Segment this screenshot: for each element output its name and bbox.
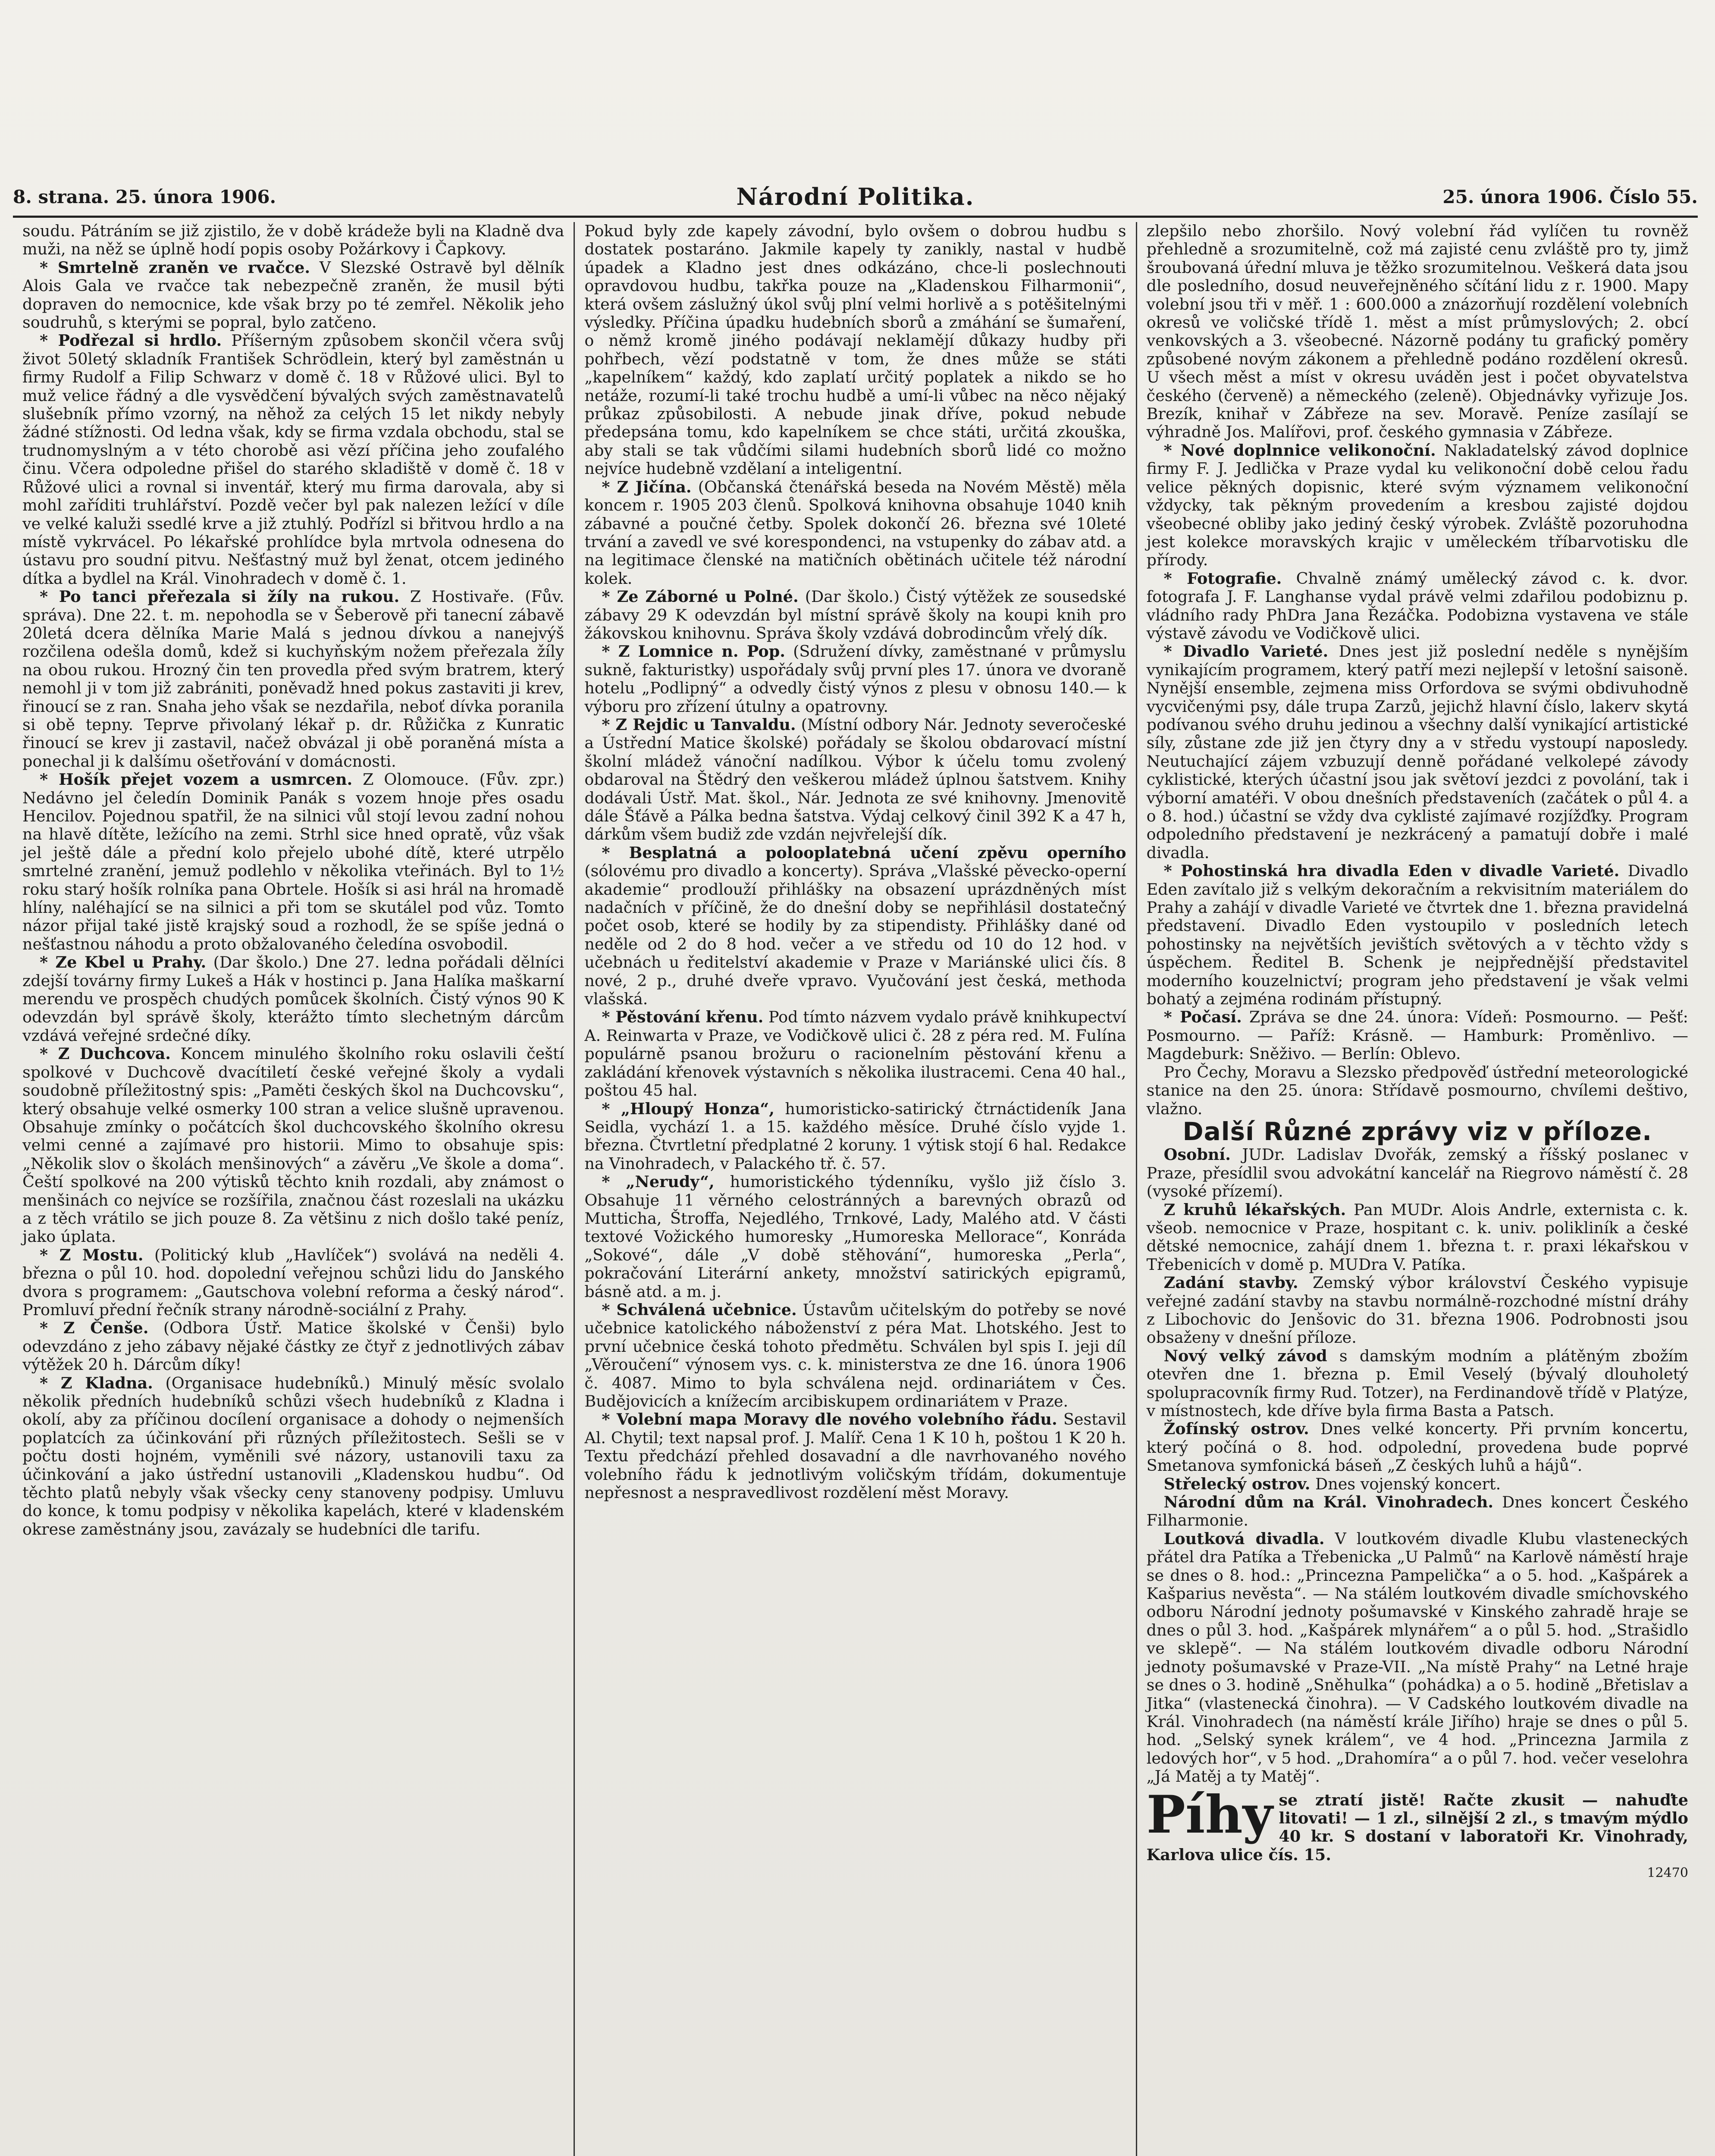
- article-paragraph: [1147, 1008, 1688, 1063]
- article-text: V loutkovém divadle Klubu vlasteneckých přátel dra Patíka a Třebenicka „U Palmů“ na Karlově náměstí hraje se dnes o 8. hod.: „Princezna Pampelička“ a o 5. hod. „Kašpárek a Kašparius nevěsta“. — Na stálém loutkovém divadle smíchovského odboru Národní jednoty pošumavské v Kinského zahradě hraje se dnes o půl 3. hod. „Kašpárek mlynářem“ a o půl 5. hod. „Strašidlo ve sklepě“. — Na stálém loutkovém divadle odboru Národní jednoty pošumavské v Praze-VII. „Na místě Prahy“ na Letné hraje se dnes o 3. hodině „Sněhulka“ (pohádka) a o 5. hodině „Břetislav a Jitka“ (vlastenecká činohra). — V Cadského loutkovém divadle na Král. Vinohradech (na náměstí krále Jiřího) hraje se dnes o půl 5. hod. „Selský synek králem“, ve 4 hod. „Princezna Jarmila z ledových hor“, v 5 hod. „Drahomíra“ a o půl 7. hod. večer veselohra „Já Matěj a ty Matěj“.: [1146, 1529, 1688, 1786]
- article-text: Dnes velké koncerty. Při prvním koncertu, který počíná o 8. hod. odpolední, provedena bude poprvé Smetanova symfonická báseň „Z českých luhů a hájů“.: [1146, 1420, 1688, 1475]
- column-2: [574, 222, 1135, 2156]
- article-paragraph: [1147, 222, 1688, 442]
- article-text: JUDr. Ladislav Dvořák, zemský a říšský poslanec v Praze, přesídlil svou advokátní kancelář na Riegrovo náměstí č. 28 (vysoké přízemí).: [1146, 1145, 1688, 1201]
- article-text: humoristického týdenníku, vyšlo již číslo 3. Obsahuje 11 věrného celostránných a barevných obrazů od Mutticha, Štroffa, Nejedlého, Trnkové, Lady, Malého atd. V části textové Vožického humoresky „Humoreska Mellorace“, Konráda „Sokové“, dále „V době stěhování“, humoreska „Perla“, pokračování Literární ankety, množství satirických epigramů, básně atd. a m. j.: [584, 1172, 1126, 1301]
- article-text: (Dar školo.) Čistý výtěžek ze sousedské zábavy 29 K odevzdán byl místní správě školy na koupi knih pro žákovskou knihovnu. Správa školy vzdává dobrodincům vřelý dík.: [584, 587, 1126, 642]
- article-headline: Zadání stavby.: [1163, 1273, 1298, 1292]
- article-text: Sestavil Al. Chytil; text napsal prof. J. Malíř. Cena 1 K 10 h, poštou 1 K 20 h. Textu předchází přehled dosavadní a dle navrhovaného nového volebního řádu k jednotlivým voličským třídám, dokumentuje nepřesnost a nespravedlivost rozdělení měst Moravy.: [584, 1410, 1126, 1502]
- article-text: soudu. Pátráním se již zjistilo, že v době krádeže byli na Kladně dva muži, na něž se úplně hodí popis osoby Požárkovy i Čapkovy.: [22, 222, 564, 259]
- article-headline: * Smrtelně zraněn ve rvačce.: [40, 258, 310, 277]
- article-paragraph: [1147, 862, 1688, 1008]
- article-headline: Osobní.: [1163, 1145, 1231, 1164]
- article-paragraph: [1147, 1274, 1688, 1347]
- article-headline: * Z Jičína.: [602, 477, 692, 496]
- article-text: Příšerným způsobem skončil včera svůj život 50letý skladník František Schrödlein, který byl zaměstnán u firmy Rudolf a Filip Schwarz v domě č. 18 v Růžové ulici. Byl to muž velice řádný a dle vysvědčení bývalých svých zaměstnavatelů slušebník přímo vzorný, na něhož za celých 15 let nikdy nebyly žádné stížnosti. Od ledna však, kdy se firma vzdala obchodu, stal se trudnomyslným a v této chorobě asi vězí příčina jeho zoufalého činu. Včera odpoledne přišel do starého skladiště v domě č. 18 v Růžové ulici a rovnal si inventář, který mu firma darovala, aby si mohl zaříditi truhlářství. Pozdě večer byl pak nalezen ležící v díle ve velké kaluži ssedlé krve a již ztuhlý. Podřízl si břitvou hrdlo a na místě vykrvácel. Po lékařské prohlídce byla mrtvola odnesena do ústavu pro soudní pitvu. Nešťastný muž byl ženat, otcem jediného dítka a bydlel na Král. Vinohradech v domě č. 1.: [22, 331, 564, 588]
- article-paragraph: [1147, 1420, 1688, 1475]
- advertisement: [1146, 1784, 1688, 1883]
- article-text: V Slezské Ostravě byl dělník Alois Gala ve rvačce tak nebezpečně zraněn, že musil býti dopraven do nemocnice, kde však brzy po té zemřel. Několik jeho soudruhů, s kterými se popral, bylo zatčeno.: [22, 258, 564, 332]
- article-paragraph: [1147, 442, 1688, 570]
- article-text: Zemský výbor království Českého vypisuje veřejné zadání stavby na stavbu normálně-rozchodné místní dráhy z Libochovic do Jenšovic do 31. března 1906. Podrobnosti jsou obsaženy v dnešní příloze.: [1146, 1273, 1688, 1347]
- article-headline: Národní dům na Král. Vinohradech.: [1163, 1493, 1494, 1512]
- article-text: zlepšilo nebo zhoršilo. Nový volební řád vylíčen tu rovněž přehledně a srozumitelně, což má zajisté cenu zvláště pro ty, jimž šroubovaná úřední mluva je těžko srozumitelnou. Veškerá data jsou dle posledního, dosud neuveřejněného sčítání lidu z r. 1900. Mapy volební jsou tři v měř. 1 : 600.000 a znázorňují rozdělení volebních okresů ve voličské třídě 1. měst a míst průmyslových; 2. obcí venkovských a 3. všeobecné. Názorně podány tu grafický poměry způsobené novým zákonem a přehledně podáno rozdělení okresů. U všech měst a míst v okresu uváděn jest i počet obyvatelstva českého (červeně) a německého (zeleně). Objednávky vyřizuje Jos. Brezík, knihař v Zábřeze na sev. Moravě. Peníze zasílají se výhradně Jos. Malířovi, prof. českého gymnasia v Zábřeze.: [1146, 222, 1688, 442]
- page-header: [13, 181, 1698, 218]
- article-text: s damským modním a plátěným zbožím otevřen dne 1. března p. Emil Veselý (bývalý dlouholetý spolupracovník firmy Rud. Totzer), na Ferdinandově třídě v Platýze, v místnostech, kde dříve byla firma Basta a Patsch.: [1146, 1346, 1688, 1420]
- article-headline: * Z Čenše.: [40, 1319, 149, 1338]
- article-paragraph: [584, 716, 1126, 844]
- column-3: [1136, 222, 1698, 2156]
- article-text: Pro Čechy, Moravu a Slezsko předpověď ústřední meteorologické stanice na den 25. února: Střídavě posmourno, chvílemi deštivo, vlažno.: [1146, 1062, 1688, 1118]
- article-headline: Střelecký ostrov.: [1163, 1474, 1311, 1493]
- article-paragraph: [22, 588, 564, 771]
- article-paragraph: [584, 642, 1126, 716]
- article-text: Z Hostivaře. (Fův. správa). Dne 22. t. m. nepohodla se v Šeberově při tanecní zábavě 20letá dcera dělníka Marie Malá s jednou dívkou a nanejvýš rozčilena odešla domů, kdež si kuchyňským nožem přeřezala žíly na obou rukou. Hrozný čin ten provedla před svým bratrem, který nemohl ji v tom již zabrániti, poněvadž hned pokus zastaviti ji krev, řinoucí se z ran. Snaha jeho však se nezdařila, neboť dívka poranila si obě tepny. Teprve přivolaný lékař p. dr. Růžička z Kunratic řinoucí se krev ji zastavil, načež obvázal ji obě poraněná místa a ponechal ji k dalšímu ošetřování v domácnosti.: [22, 587, 564, 771]
- article-paragraph: [584, 1008, 1126, 1100]
- article-text: (Odbora Ústř. Matice školské v Čenši) bylo odevzdáno z jeho zábavy nějaké částky ze čtyř z jednotlivých zábav výtěžek 20 h. Dárcům díky!: [22, 1319, 564, 1374]
- header-page-date: 8. strana. 25. února 1906.: [13, 186, 276, 207]
- article-headline: * Nové doplnnice velikonoční.: [1163, 441, 1436, 460]
- article-headline: * Z Kladna.: [40, 1373, 153, 1392]
- article-text: Dnes vojenský koncert.: [1310, 1474, 1501, 1493]
- article-text: (Sdružení dívky, zaměstnané v průmyslu sukně, fakturistky) uspořádaly svůj první ples 17. února ve dvoraně hotelu „Podlipný“ a odvedly čistý výnos z plesu v obnosu 140.— k výboru pro zřízení útulny a opatrovny.: [584, 642, 1126, 716]
- article-paragraph: [584, 588, 1126, 642]
- article-paragraph: [584, 1301, 1126, 1410]
- article-paragraph: [1147, 1347, 1688, 1420]
- article-text: (Organisace hudebníků.) Minulý měsíc svolalo několik předních hudebníků schůzi všech hudebníků z Kladna i okolí, aby za příčinou docílení organisace a dohody o nejmenších poplatcích za účinkování při různých příležitostech. Sešli se v počtu dosti hojném, vyměnili své názory, ustanovili taxu za účinkování a jako ústřední ustanovili „Kladenskou hudbu“. Od těchto platů nebyly však všecky ceny stanoveny podpisy. Umluvu do konce, k tomu podpisy v několika kapelách, které v kladenském okrese zaměstnány jsou, zavázaly se hudebníci dle tarifu.: [22, 1373, 564, 1539]
- newspaper-title: Národní Politika.: [736, 183, 975, 210]
- article-text: Pod tímto názvem vydalo právě knihkupectví A. Reinwarta v Praze, ve Vodičkově ulici č. 28 z péra red. M. Fulína populárně psanou brožuru o racionelním pěstování křenu a zakládání křenovek výstavních s několika ilustracemi. Cena 40 hal., poštou 45 hal.: [584, 1008, 1126, 1100]
- article-paragraph: [22, 1246, 564, 1319]
- header-issue: 25. února 1906. Číslo 55.: [1442, 186, 1698, 207]
- article-paragraph: [584, 222, 1126, 478]
- article-headline: * Po tanci přeřezala si žíly na rukou.: [40, 587, 400, 606]
- article-paragraph: [22, 1319, 564, 1374]
- article-headline: * Ze Kbel u Prahy.: [40, 953, 207, 972]
- article-text: (Dar školo.) Dne 27. ledna pořádali dělníci zdejší továrny firmy Lukeš a Hák v hostinci p. Jana Halíka maškarní merendu ve prospěch chudých pomůcek školních. Čistý výnos 90 K odevzdán byl správě školy, kterážto tímto slechetným dárcům vzdává veřejné srdečné díky.: [22, 953, 564, 1045]
- article-headline: Loutková divadla.: [1163, 1529, 1325, 1548]
- article-paragraph: [1147, 1493, 1688, 1530]
- column-1: [13, 222, 574, 2156]
- article-text: Divadlo Eden zavítalo již s velkým dekoračním a rekvisitním materiálem do Prahy a zahájí v divadle Varieté ve čtvrtek dne 1. března pravidelná představení. Divadlo Eden vystoupilo v posledních letech pohostinsky na největších jevištích světových a v těchto vždy s úspěchem. Ředitel B. Schenk je nejpřednější představitel moderního kouzelnictví; program jeho představení je však velmi bohatý a zejména rodinám přístupný.: [1146, 862, 1688, 1009]
- article-text: Ústavům učitelským do potřeby se nové učebnice katolického náboženství z péra Mat. Lhotského. Jest to první učebnice česká tohoto předmětu. Schválen byl spis I. jeji díl „Věroučení“ výnosem vys. c. k. ministerstva ze dne 16. února 1906 č. 4087. Mimo to byla schválena nejd. ordinariátem v Čes. Budějovicích a knížecím arcibiskupem ordinariátem v Praze.: [584, 1300, 1126, 1410]
- article-text: Pokud byly zde kapely závodní, bylo ovšem o dobrou hudbu s dostatek postaráno. Jakmile kapely ty zanikly, nastal v hudbě úpadek a Kladno jest dnes odkázáno, chce-li poslechnouti opravdovou hudbu, takřka pouze na „Kladenskou Filharmonii“, která ovšem záslužný úkol svůj plní velmi horlivě a s potěšitelnými výsledky. Příčina úpadku hudebních sborů a zmáhání se šumaření, o němž kromě jiného podávají neklamějí důkazy hudby při pohřbech, vězí podstatně v tom, že dnes může se státi „kapelníkem“ každý, kdo zaplatí určitý poplatek a nikdo se ho netáže, rozumí-li také trochu hudbě a umí-li vůbec na něco nějaký průkaz způsobilosti. A nebude jinak dříve, pokud nebude předepsána tomu, kdo kapelníkem se chce státi, určitá zkouška, aby stali se tak vůdčími silami hudebních sborů lidé co možno nejvíce hudebně vzdělaní a inteligentní.: [584, 222, 1126, 478]
- article-text: (Občanská čtenářská beseda na Novém Městě) měla koncem r. 1905 203 členů. Spolková knihovna obsahuje 1040 knih zábavné a poučné četby. Spolek dokončí 26. března své 10leté trvání a zavedl ve své korespondenci, na vstupenky do zábav atd. a na legitimace členské na matičních obětinách učitele též národní kolek.: [584, 477, 1126, 588]
- article-headline: * Z Duchcova.: [40, 1044, 171, 1063]
- article-paragraph: [22, 222, 564, 259]
- article-headline: * Divadlo Varieté.: [1163, 642, 1329, 661]
- article-headline: * „Nerudy“,: [602, 1172, 715, 1191]
- article-text: Zpráva se dne 24. února: Vídeň: Posmourno. — Pešť: Posmourno. — Paříž: Krásně. — Hamburk: Proměnlivo. — Magdeburk: Sněživo. — Berlín: Oblevo.: [1146, 1008, 1688, 1063]
- article-paragraph: [22, 1045, 564, 1246]
- article-paragraph: [1147, 1146, 1688, 1200]
- article-paragraph: [1147, 642, 1688, 862]
- article-headline: * Z Lomnice n. Pop.: [602, 642, 785, 661]
- article-paragraph: [584, 478, 1126, 588]
- article-paragraph: [22, 1374, 564, 1539]
- article-headline: * Hošík přejet vozem a usmrcen.: [40, 770, 353, 789]
- article-paragraph: [22, 953, 564, 1045]
- article-paragraph: [1147, 1530, 1688, 1786]
- article-text: (sólovému pro divadlo a koncerty). Správa „Vlašské pěvecko-operní akademie“ prodlouží přihlášky na obsazení uprázdněných míst nadačních v příčině, že do dnešní doby se nepřihlásil dostatečný počet osob, které se hodily by za stipendisty. Přihlášky dané od neděle od 2 do 8 hod. večer a ve středu od 10 do 12 hod. v učebnách u ředitelství akademie v Praze v Mariánské ulici čís. 8 nové, 2 p., druhé dveře vpravo. Vyučování jest česká, methoda vlašská.: [584, 862, 1126, 1009]
- article-headline: * Pěstování křenu.: [602, 1008, 764, 1027]
- section-title: Další Různé zprávy viz v příloze.: [1182, 1116, 1652, 1146]
- article-headline: * „Hloupý Honza“,: [602, 1099, 774, 1118]
- article-paragraph: [22, 259, 564, 332]
- article-paragraph: [584, 1100, 1126, 1173]
- article-text: Dnes koncert Českého Filharmonie.: [1146, 1493, 1688, 1530]
- article-paragraph: [22, 332, 564, 588]
- article-columns: [13, 222, 1698, 2156]
- article-headline: Z kruhů lékařských.: [1163, 1200, 1346, 1219]
- article-paragraph: [1147, 1201, 1688, 1274]
- article-headline: * Volební mapa Moravy dle nového volebního řádu.: [602, 1410, 1057, 1429]
- article-headline: * Počasí.: [1163, 1008, 1242, 1027]
- article-paragraph: [1147, 570, 1688, 643]
- article-text: Z Olomouce. (Fův. zpr.) Nedávno jel čeledín Dominik Panák s vozem hnoje přes osadu Hencilov. Pojednou spatřil, že na silnici vůl stojí levou zadní nohou na hlavě dítěte, ležícího na zemi. Strhl sice hned opratě, vůz však jel ještě dále a přední kolo přejelo ubohé dítě, které utrpělo smrtelné zranění, jemuž podlehlo v několika vteřinách. Byl to 1½ roku starý hošík rolníka pana Obrtele. Hošík si asi hrál na hromadě hlíny, naléhající se na silnici a při tom se skutálel pod vůz. Tomto názor přijal také jistě krajský soud a rozhodl, že se spíše jedná o nešťastnou náhodu a proto obžalovaného čeledína osvobodil.: [22, 770, 564, 953]
- article-paragraph: [1147, 1475, 1688, 1493]
- ad-headline: Píhy: [1146, 1784, 1273, 1845]
- article-headline: * Fotografie.: [1163, 569, 1282, 588]
- article-text: Nakladatelský závod doplnice firmy F. J. Jedlička v Praze vydal ku velikonoční době celou řadu velice pěkných dopisnic, které svým významem velikonoční vždycky, tak pěkným provedením a kresbou zajisté dojdou všeobecné obliby jako jediný český výrobek. Zvláště pozoruhodna jest kolekce moravských krajic v uměleckém tříbarvotisku dle přírody.: [1146, 441, 1688, 570]
- article-headline: * Z Mostu.: [40, 1245, 144, 1264]
- article-text: Dnes jest již poslední neděle s nynějším vynikajícím programem, který patří mezi nejlepší v letošní saisoně. Nynější ensemble, zejmena miss Orfordova se svými obdivuhodně vycvičenými psy, dále trupa Zarzů, jejichž hlavní číslo, lakerv skytá podívanou svého druhu jedinou a všechny další vynikající artistické síly, zůstane zde již jen čtyry dny a v středu vystoupí naposledy. Neutuchající zájem vzbuzují denně pořádané velkolepé závody cyklistické, kterých účastní jsou jak světoví jezdci z povolání, tak i výborní amatéři. V obou dnešních představeních (začátek o půl 4. a o 8. hod.) účastní se vždy dva cyklisté zajímavé rozjížďky. Program odpoledního představení je nezkrácený a pamatují dobře i malé divadla.: [1146, 642, 1688, 862]
- article-headline: * Z Rejdic u Tanvaldu.: [602, 715, 796, 734]
- article-paragraph: [22, 771, 564, 953]
- article-text: Chvalně známý umělecký závod c. k. dvor. fotografa J. F. Langhanse vydal právě velmi zdařilou podobiznu p. vládního rady PhDra Jana Řezáčka. Podobizna vystavena ve stále výstavě závodu ve Vodičkově ulici.: [1146, 569, 1688, 642]
- article-headline: Žofínský ostrov.: [1163, 1420, 1309, 1438]
- article-headline: * Besplatná a polooplatebná učení zpěvu operního: [602, 843, 1126, 862]
- article-headline: * Ze Záborné u Polné.: [602, 587, 799, 606]
- ad-text: se ztratí jistě! Račte zkusit — nahuďte litovati! — 1 zl., silnější 2 zl., s tmavým mýdlo 40 kr. S dostaní v laboratoři Kr. Vinohrady, Karlova ulice čís. 15.: [1146, 1790, 1688, 1864]
- article-text: Koncem minulého školního roku oslavili čeští spolkové v Duchcově dvacítiletí české veřejné školy a vydali soudobně příležitostný spis: „Paměti českých škol na Duchcovsku“, který obsahuje velké osmerky 100 stran a velice slušně upravenou. Obsahuje zmínky o počátcích škol duchcovského školního okresu velmi cenné a zajímavé pro historii. Mimo to obsahuje spis: „Několik slov o školách menšinových“ a závěru „Ve škole a doma“. Čeští spolkové na 200 výtisků těchto knih rozdali, aby známost o menšinách co nejvíce se rozšířila, značnou část rozeslali na ukázku a z těch vrátilo se jich pouze 8. Za většinu z nich došlo také peníz, jako úplata.: [22, 1044, 564, 1246]
- article-text: (Místní odbory Nár. Jednoty severočeské a Ústřední Matice školské) pořádaly se školou obdarovací místní školní mládež vánoční nadílkou. Výbor k účelu tomu zvolený obdaroval na Štědrý den veškerou mládež úplnou šatstvem. Knihy dodávali Ústř. Mat. škol., Nár. Jednota ze své knihovny. Jmenovitě dále Šťávě a Pálka bedna šatstva. Výdaj celkový činil 392 K a 47 h, dárkům všem budiž zde vzdán nejvřelejší dík.: [584, 715, 1126, 844]
- article-paragraph: [584, 1173, 1126, 1301]
- article-headline: * Podřezal si hrdlo.: [40, 331, 222, 350]
- article-text: humoristicko-satirický čtrnáctideník Jana Seidla, vychází 1. a 15. každého měsíce. Druhé číslo vyjde 1. března. Čtvrtletní předplatné 2 koruny. 1 výtisk stojí 6 hal. Redakce na Vinohradech, v Palackého tř. č. 57.: [584, 1099, 1126, 1173]
- article-text: (Politický klub „Havlíček“) svolává na neděli 4. března o půl 10. hod. dopolední veřejnou schůzi lidu do Janského dvora s programem: „Gautschova volební reforma a český národ“. Promluví přední řečník strany národně-sociální z Prahy.: [22, 1245, 564, 1319]
- article-paragraph: [584, 1410, 1126, 1502]
- article-paragraph: [1147, 1063, 1688, 1118]
- article-paragraph: [584, 844, 1126, 1009]
- article-headline: Nový velký závod: [1163, 1346, 1327, 1365]
- article-headline: * Schválená učebnice.: [602, 1300, 797, 1319]
- article-text: Pan MUDr. Alois Andrle, externista c. k. všeob. nemocnice v Praze, hospitant c. k. univ. polikliník a české dětské nemocnice, zahájí dnem 1. března t. r. praxi lékařskou v Třebenicích v domě p. MUDra V. Patíka.: [1146, 1200, 1688, 1274]
- ad-number: 12470: [1647, 1865, 1688, 1881]
- article-headline: * Pohostinská hra divadla Eden v divadle Varieté.: [1163, 862, 1620, 881]
